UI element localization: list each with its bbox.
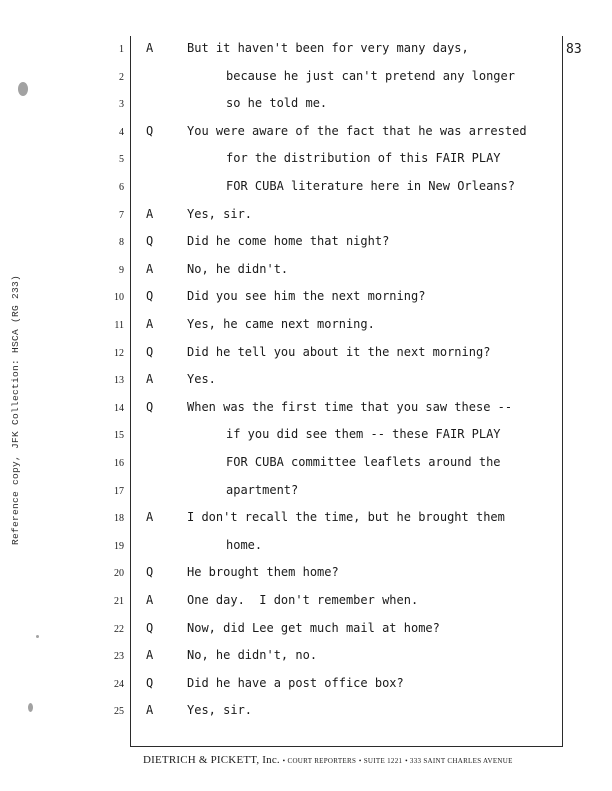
speaker-label: A [146, 206, 154, 221]
line-number: 9 [119, 264, 124, 276]
line-number: 20 [114, 568, 124, 580]
line-text: home. [226, 537, 263, 552]
page-number: 83 [566, 42, 582, 57]
line-number: 4 [119, 126, 124, 138]
line-number: 13 [114, 375, 124, 387]
transcript-line [0, 424, 612, 451]
speaker-label: A [146, 648, 154, 663]
line-text: No, he didn't, no. [187, 648, 318, 663]
line-text: FOR CUBA committee leaflets around the [226, 455, 501, 469]
transcript-line [0, 673, 612, 700]
transcript-line [0, 259, 612, 286]
line-number: 15 [114, 430, 124, 442]
line-number: 5 [119, 154, 124, 166]
speaker-label: A [146, 261, 154, 276]
bottom-rule [130, 746, 563, 747]
transcript-line [0, 618, 612, 645]
transcript-line [0, 480, 612, 507]
line-text: But it haven't been for very many days, [187, 41, 469, 55]
speaker-label: Q [146, 289, 154, 304]
archive-margin-note: Reference copy, JFK Collection: HSCA (RG 233) [10, 274, 21, 545]
footer-address: 333 SAINT CHARLES AVENUE [409, 757, 513, 765]
line-number: 16 [114, 458, 124, 469]
transcript-line [0, 38, 612, 65]
speaker-label: A [146, 372, 154, 387]
line-number: 18 [114, 513, 124, 525]
transcript-line [0, 314, 612, 341]
transcript-line [0, 590, 612, 617]
footer-separator: • [405, 757, 408, 765]
line-text: Now, did Lee get much mail at home? [187, 620, 440, 635]
line-text: He brought them home? [187, 565, 339, 580]
line-number: 17 [114, 485, 124, 497]
transcript-line [0, 507, 612, 534]
line-text: Yes, he came next morning. [187, 317, 375, 331]
footer [143, 754, 583, 766]
line-number: 25 [114, 706, 124, 718]
line-text: Did you see him the next morning? [187, 289, 426, 304]
transcript-line [0, 369, 612, 396]
speaker-label: A [146, 510, 154, 525]
transcript-line [0, 700, 612, 727]
line-number: 22 [114, 623, 124, 635]
transcript-line [0, 176, 612, 203]
speaker-label: A [146, 593, 154, 607]
speaker-label: A [146, 317, 154, 331]
line-text: I don't recall the time, but he brought them [187, 510, 505, 525]
transcript-line [0, 562, 612, 589]
line-number: 23 [114, 651, 124, 663]
speaker-label: Q [146, 565, 154, 580]
line-text: When was the first time that you saw these -- [187, 399, 513, 414]
line-text: You were aware of the fact that he was arrested [187, 123, 527, 138]
transcript-line [0, 645, 612, 672]
transcript-line [0, 286, 612, 313]
speaker-label: Q [146, 675, 154, 690]
transcript-line [0, 121, 612, 148]
transcript-line [0, 231, 612, 258]
line-number: 12 [114, 347, 124, 359]
transcript-line [0, 204, 612, 231]
line-text: Yes, sir. [187, 206, 253, 221]
line-number: 14 [114, 402, 124, 414]
line-text: One day. I don't remember when. [187, 593, 419, 607]
line-number: 7 [119, 209, 124, 221]
footer-separator: • [282, 757, 286, 765]
line-number: 8 [119, 237, 124, 249]
line-number: 11 [114, 320, 124, 331]
line-number: 3 [119, 99, 124, 111]
line-text: Did he tell you about it the next morning? [187, 344, 491, 359]
speaker-label: Q [146, 123, 154, 138]
line-text: apartment? [226, 482, 299, 497]
line-text: if you did see them -- these FAIR PLAY [226, 427, 501, 442]
speaker-label: Q [146, 344, 154, 359]
transcript-line [0, 397, 612, 424]
line-number: 24 [114, 678, 124, 690]
speaker-label: Q [146, 234, 154, 249]
line-text: No, he didn't. [187, 261, 289, 276]
speaker-label: Q [146, 399, 154, 414]
line-number: 19 [114, 540, 124, 552]
transcript-line [0, 148, 612, 175]
speaker-label: A [146, 41, 154, 55]
transcript-line [0, 93, 612, 120]
line-text: so he told me. [226, 96, 328, 111]
line-number: 2 [119, 71, 124, 83]
line-text: for the distribution of this FAIR PLAY [226, 151, 501, 166]
transcript-line [0, 66, 612, 93]
transcript-line [0, 342, 612, 369]
footer-role: COURT REPORTERS [287, 757, 357, 765]
transcript-line [0, 535, 612, 562]
line-text: Did he have a post office box? [187, 675, 404, 690]
speaker-label: A [146, 703, 154, 718]
line-number: 6 [119, 182, 124, 193]
footer-suite: SUITE 1221 [363, 757, 403, 765]
transcript-line [0, 452, 612, 479]
line-text: Did he come home that night? [187, 234, 390, 249]
speaker-label: Q [146, 620, 154, 635]
line-number: 21 [114, 596, 124, 607]
line-number: 1 [119, 44, 124, 55]
footer-firm: DIETRICH & PICKETT, Inc. [143, 754, 280, 766]
line-number: 10 [114, 292, 124, 304]
line-text: Yes, sir. [187, 703, 253, 718]
line-text: because he just can't pretend any longer [226, 68, 515, 83]
line-text: Yes. [187, 372, 216, 387]
line-text: FOR CUBA literature here in New Orleans? [226, 179, 515, 193]
footer-separator: • [358, 757, 362, 765]
